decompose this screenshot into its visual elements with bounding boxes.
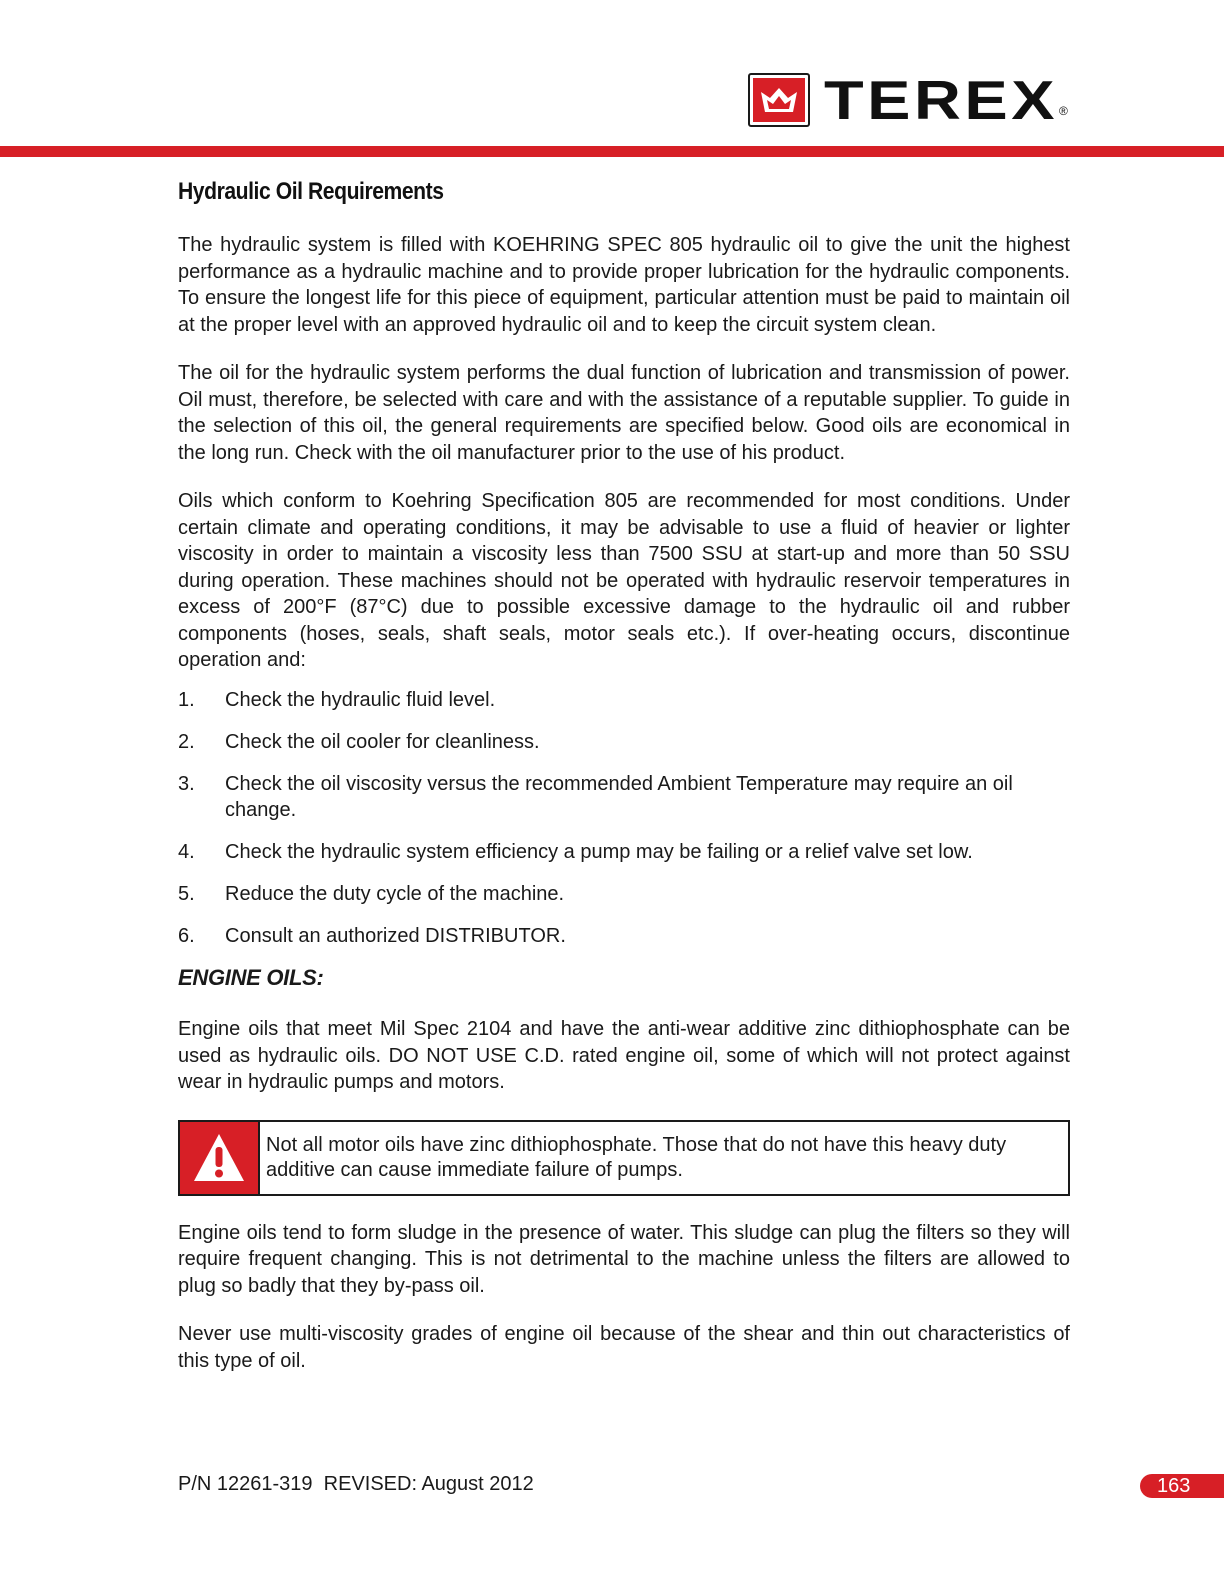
paragraph-intro: The hydraulic system is filled with KOEHRING SPEC 805 hydraulic oil to give the unit the highest performance as a hydraulic machine and to provide proper lubrication for the hydraulic components. To ensure the longest life for this piece of equipment, particular attention must be paid to maintain oil at the proper level with an approved hydraulic oil and to keep the circuit system clean. (178, 234, 1070, 336)
header-red-rule (0, 146, 1224, 157)
warning-text: Not all motor oils have zinc dithiophosphate. Those that do not have this heavy duty additive can cause immediate failure of pumps. (266, 1133, 1007, 1181)
list-item-number: 6. (178, 925, 195, 947)
section-title: Hydraulic Oil Requirements (178, 178, 444, 205)
list-item (178, 839, 1070, 866)
paragraph-spec-805: Oils which conform to Koehring Specification 805 are recommended for most conditions. Under certain climate and operating conditions, it may be advisable to use a fluid of heavier or lighter viscosity in order to maintain a viscosity less than 7500 SSU at start-up and more than 50 SSU during operation. These machines should not be operated with hydraulic reservoir temperatures in excess of 200°F (87°C) due to possible excessive damage to the hydraulic oil and rubber components (hoses, seals, shaft seals, motor seals etc.). If over-heating occurs, discontinue operation and: (178, 490, 1070, 671)
list-item (178, 729, 1070, 756)
warning-box (178, 1120, 1070, 1196)
paragraph-engine-oils: Engine oils that meet Mil Spec 2104 and have the anti-wear additive zinc dithiophosphate can be used as hydraulic oils. DO NOT USE C.D. rated engine oil, some of which will not protect against wear in hydraulic pumps and motors. (178, 1018, 1070, 1093)
list-item-text: Check the hydraulic fluid level. (225, 688, 496, 711)
list-item-text: Check the oil cooler for cleanliness. (225, 730, 540, 753)
list-item-text: Reduce the duty cycle of the machine. (225, 883, 565, 905)
list-item (178, 687, 1070, 714)
paragraph-sludge: Engine oils tend to form sludge in the presence of water. This sludge can plug the filters so they will require frequent changing. This is not detrimental to the machine unless the filters are allowed to plug so badly that they by-pass oil. (178, 1221, 1070, 1297)
logo-wordmark: TEREX (824, 68, 1059, 131)
paragraph-multi-viscosity: Never use multi-viscosity grades of engine oil because of the shear and thin out characteristics of this type of oil. (178, 1323, 1070, 1372)
page-content (178, 178, 1070, 1374)
list-item (178, 881, 1070, 908)
terex-crown-icon (748, 73, 810, 127)
list-item-number: 5. (178, 883, 195, 905)
list-item-number: 4. (178, 841, 195, 863)
list-item-text: Check the oil viscosity versus the recommended Ambient Temperature may require an oil change. (225, 772, 1013, 821)
footer-part-number: P/N 12261-319 REVISED: August 2012 (178, 1473, 534, 1495)
list-item (178, 923, 1070, 950)
registered-mark: ® (1059, 104, 1068, 118)
list-item-text: Consult an authorized DISTRIBUTOR. (225, 925, 566, 947)
list-item-number: 1. (178, 688, 195, 711)
terex-logo (748, 68, 1068, 131)
overheating-steps-list (178, 687, 1070, 950)
list-item (178, 771, 1070, 824)
list-item-text: Check the hydraulic system efficiency a pump may be failing or a relief valve set low. (225, 841, 973, 863)
engine-oils-heading: ENGINE OILS: (178, 965, 324, 990)
list-item-number: 2. (178, 730, 195, 753)
warning-triangle-icon (180, 1122, 260, 1194)
paragraph-oil-function: The oil for the hydraulic system performs the dual function of lubrication and transmission of power. Oil must, therefore, be selected with care and with the assistance of a reputable supplier. To guide in the selection of this oil, the general requirements are specified below. Good oils are economical in the long run. Check with the oil manufacturer prior to the use of his product. (178, 362, 1070, 464)
list-item-number: 3. (178, 772, 195, 795)
page-number-tab: 163 (1140, 1474, 1224, 1498)
